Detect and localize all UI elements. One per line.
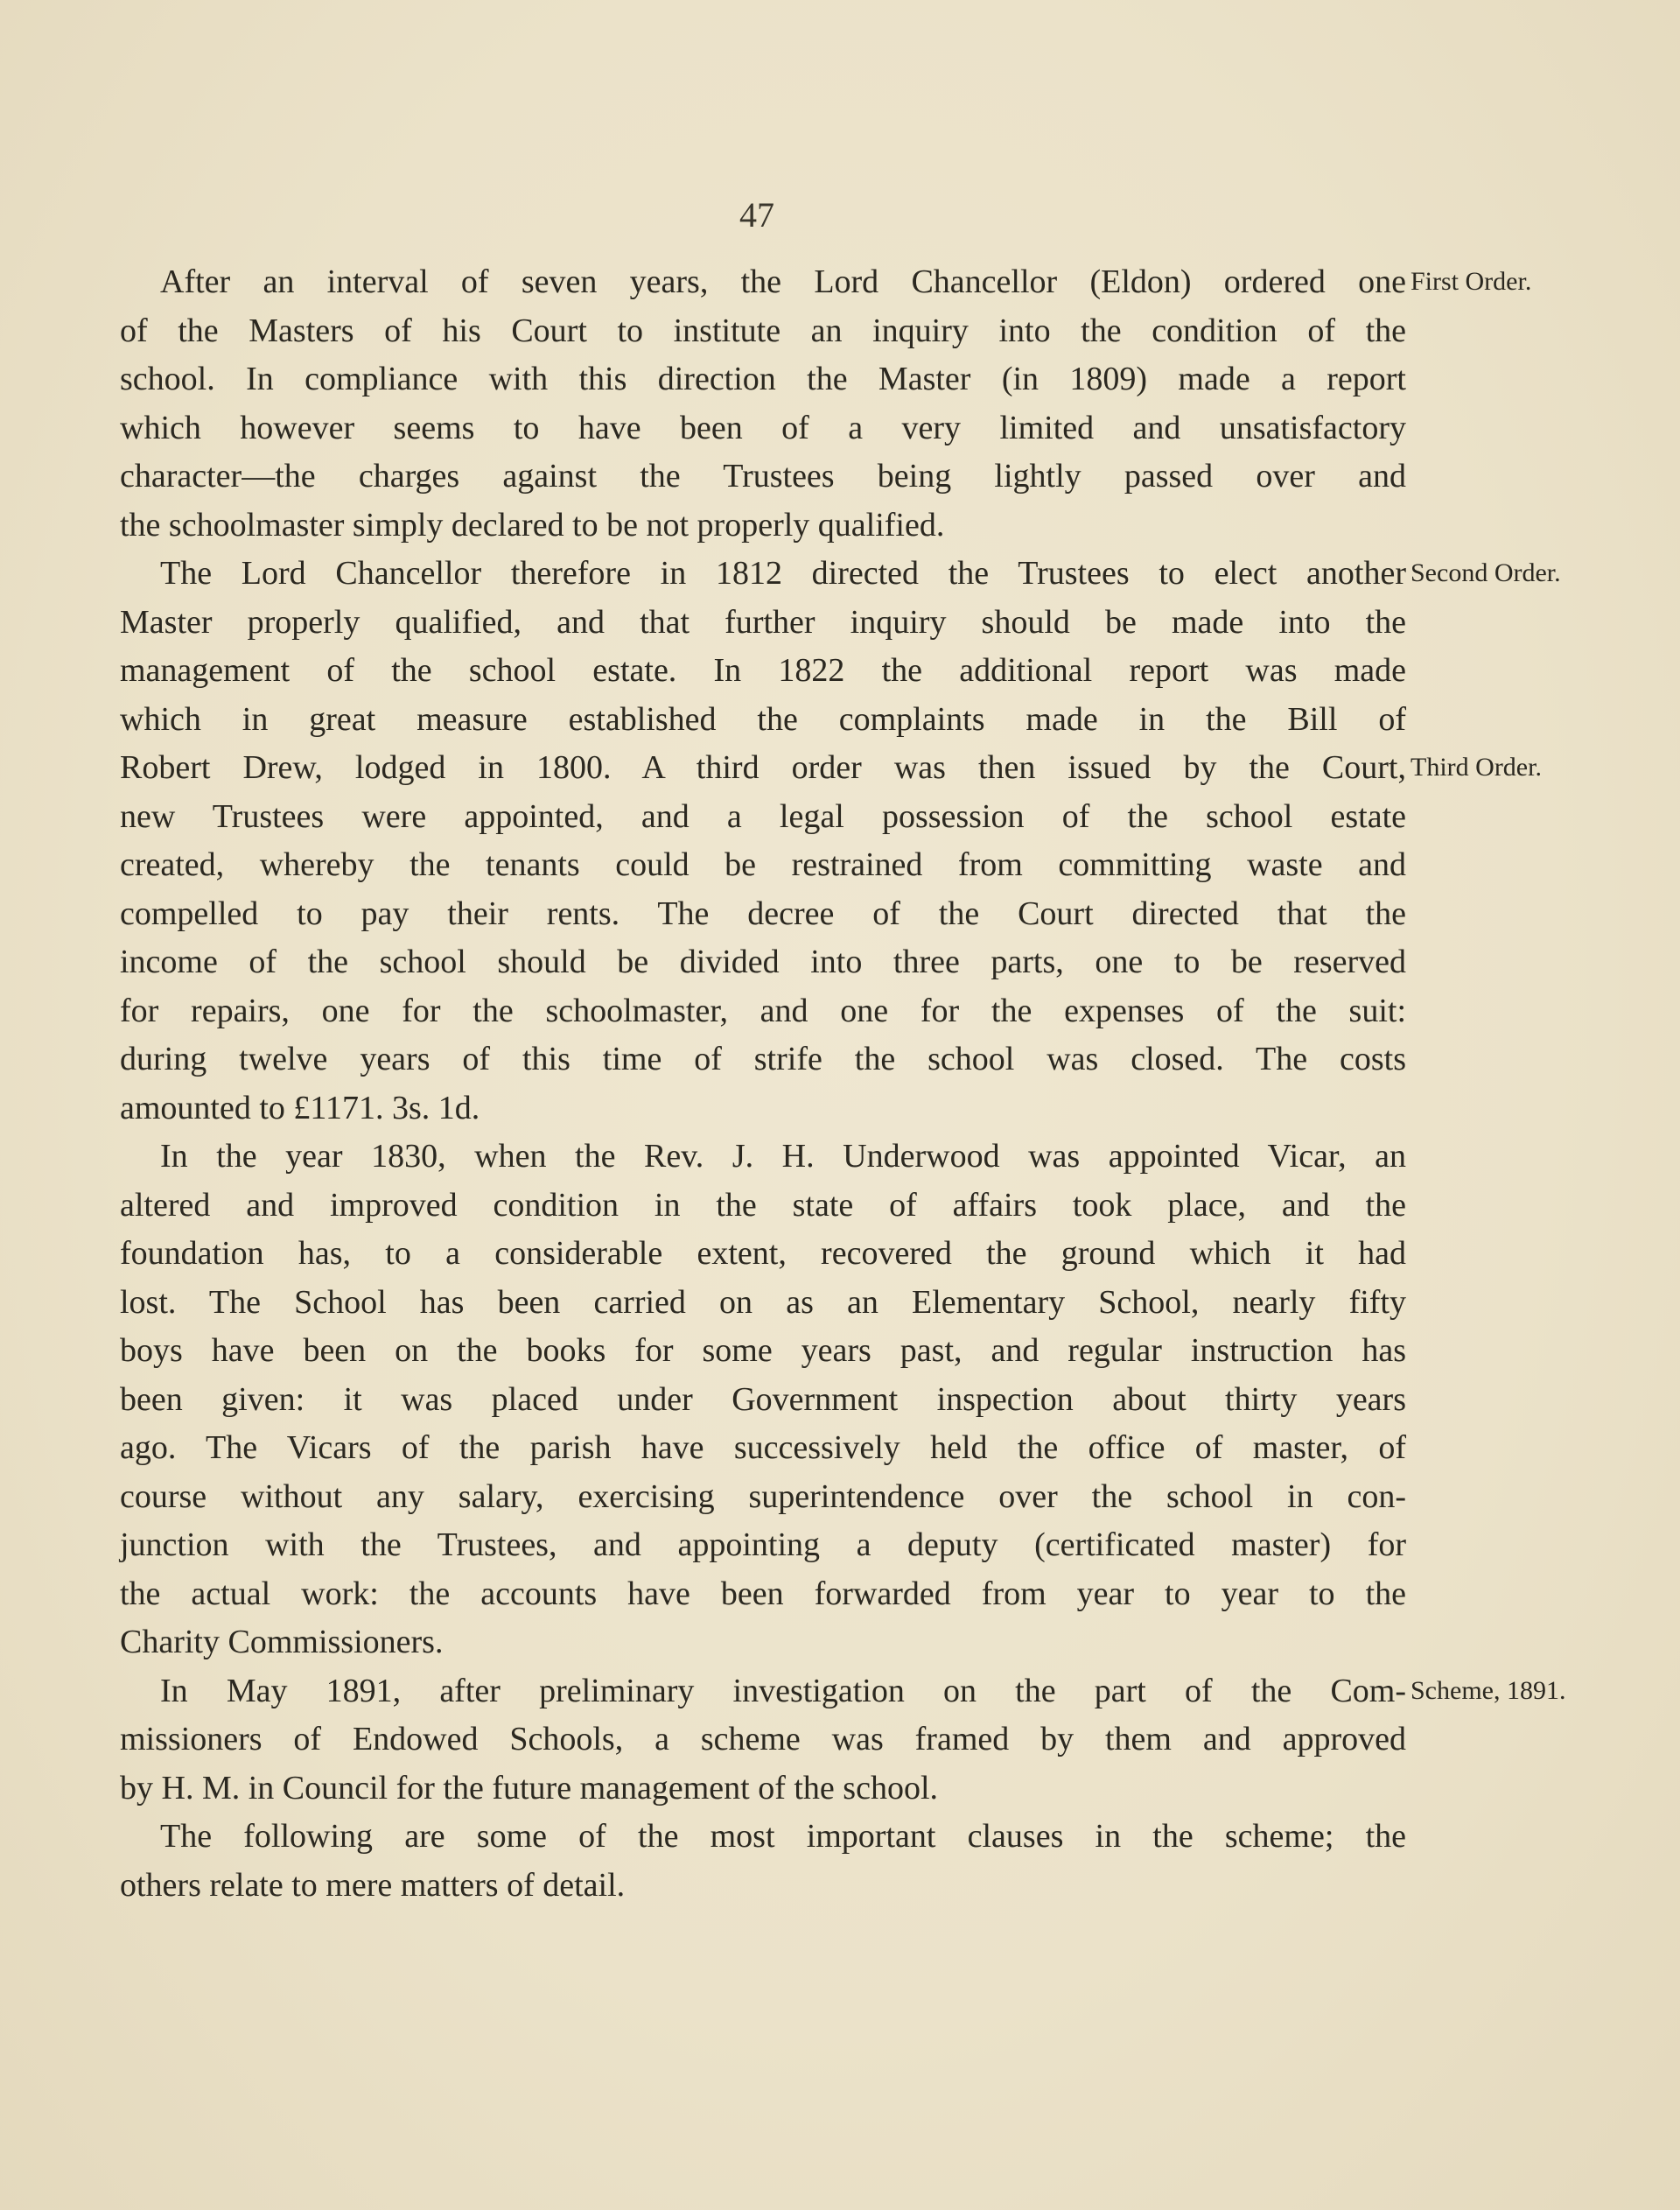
margin-note: Scheme, 1891.	[1410, 1675, 1566, 1705]
text-line: Charity Commissioners.	[120, 1624, 444, 1660]
text-line: new Trustees were appointed, and a legal possession of the school estate	[120, 797, 1406, 835]
text-line: of the Masters of his Court to institute an inquiry into the condition of the	[120, 312, 1406, 349]
text-line: Master properly qualified, and that further inquiry should be made into the	[120, 603, 1406, 641]
text-line: altered and improved condition in the state of affairs took place, and the	[120, 1186, 1406, 1224]
text-line: compelled to pay their rents. The decree of the Court directed that the	[120, 895, 1406, 932]
text-line: The following are some of the most important clauses in the scheme; the	[160, 1818, 1406, 1855]
text-line: missioners of Endowed Schools, a scheme was framed by them and approved	[120, 1721, 1406, 1757]
text-line: for repairs, one for the schoolmaster, and one for the expenses of the suit:	[120, 992, 1406, 1029]
text-line: foundation has, to a considerable extent, recovered the ground which it had	[120, 1235, 1406, 1272]
text-line: Robert Drew, lodged in 1800. A third order was then issued by the Court,	[120, 749, 1406, 786]
margin-note: Third Order.	[1410, 753, 1542, 782]
text-line: character—the charges against the Trustees being lightly passed over and	[120, 458, 1406, 495]
margin-note: First Order.	[1410, 267, 1532, 296]
text-line: management of the school estate. In 1822 the additional report was made	[120, 652, 1406, 689]
text-line: In the year 1830, when the Rev. J. H. Underwood was appointed Vicar, an	[160, 1138, 1406, 1175]
text-line: which in great measure established the complaints made in the Bill of	[120, 700, 1406, 738]
text-line: After an interval of seven years, the Lord Chancellor (Eldon) ordered one	[160, 263, 1406, 300]
text-line: lost. The School has been carried on as an Elementary School, nearly fifty	[120, 1283, 1406, 1321]
text-line: the schoolmaster simply declared to be not properly qualified.	[120, 506, 945, 544]
page-number: 47	[739, 195, 774, 235]
text-line: others relate to mere matters of detail.	[120, 1866, 626, 1904]
body-text	[120, 258, 1406, 1910]
text-line: junction with the Trustees, and appointing a deputy (certificated master) for	[120, 1526, 1406, 1563]
text-line: In May 1891, after preliminary investigation on the part of the Com-	[160, 1672, 1406, 1709]
text-line: during twelve years of this time of strife the school was closed. The costs	[120, 1041, 1406, 1077]
text-line: ago. The Vicars of the parish have successively held the office of master, of	[120, 1429, 1406, 1466]
margin-note: Second Order.	[1410, 558, 1561, 587]
text-line: boys have been on the books for some years past, and regular instruction has	[120, 1332, 1406, 1369]
text-line: school. In compliance with this direction the Master (in 1809) made a report	[120, 361, 1406, 397]
text-line: The Lord Chancellor therefore in 1812 directed the Trustees to elect another	[160, 555, 1406, 592]
text-line: course without any salary, exercising superintendence over the school in con-	[120, 1477, 1406, 1515]
text-line: which however seems to have been of a very limited and unsatisfactory	[120, 409, 1406, 446]
text-line: created, whereby the tenants could be restrained from committing waste and	[120, 846, 1406, 883]
text-line: income of the school should be divided into three parts, one to be reserved	[120, 944, 1406, 980]
text-line: been given: it was placed under Government inspection about thirty years	[120, 1380, 1406, 1418]
text-line: amounted to £1171. 3s. 1d.	[120, 1089, 480, 1126]
text-line: by H. M. in Council for the future management of the school.	[120, 1769, 939, 1807]
text-line: the actual work: the accounts have been forwarded from year to year to the	[120, 1575, 1406, 1612]
